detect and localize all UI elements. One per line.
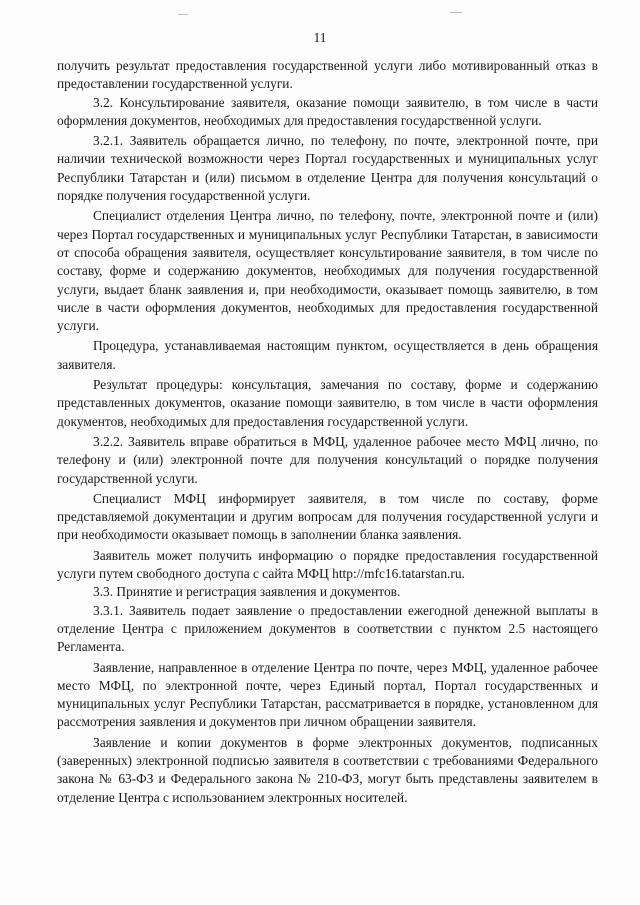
document-body xyxy=(57,57,598,807)
paragraph: 3.3. Принятие и регистрация заявления и документов. xyxy=(93,584,401,600)
paragraph: Заявитель может получить информацию о порядке предоставления государственной услуги путем свободного доступа с сайта МФЦ http://mfc16.tatarstan.ru. xyxy=(57,547,598,582)
paragraph: Специалист МФЦ информирует заявителя, в том числе по составу, форме представляемой документации и другим вопросам для получения государственной услуги и при необходимости оказывает помощь в заполнении бланка заявления. xyxy=(57,490,598,543)
paragraph: получить результат предоставления государственной услуги либо мотивированный отказ в предоставлении государственной услуги. xyxy=(57,58,598,92)
scan-artifact xyxy=(178,14,188,15)
paragraph: 3.2.2. Заявитель вправе обратиться в МФЦ, удаленное рабочее место МФЦ лично, по телефону и (или) электронной почте для получения консультаций о порядке получения государственной услуги. xyxy=(57,433,598,486)
paragraph: 3.2. Консультирование заявителя, оказание помощи заявителю, в том числе в части оформления документов, необходимых для предоставления государственной услуги. xyxy=(57,94,598,128)
paragraph: Заявление и копии документов в форме электронных документов, подписанных (заверенных) электронной подписью заявителя в соответствии с требованиями Федерального закона № 63-ФЗ и Федерального закона № 210-ФЗ, могут быть представлены заявителем в отделение Центра с использованием электронных носителей. xyxy=(57,734,598,805)
paragraph: Заявление, направленное в отделение Центра по почте, через МФЦ, удаленное рабочее место МФЦ, по электронной почте, через Единый портал, Портал государственных и муниципальных услуг Республики Татарстан, рассматривается в порядке, установленном для рассмотрения заявления и документов при личном обращении заявителя. xyxy=(57,659,598,730)
paragraph: Процедура, устанавливаемая настоящим пунктом, осуществляется в день обращения заявителя. xyxy=(57,338,598,372)
paragraph: Специалист отделения Центра лично, по телефону, почте, электронной почте и (или) через Портал государственных и муниципальных услуг Республики Татарстан, в зависимости от способа обращения заявителя, осуществляет консультирование заявителя, в том числе по составу, форме и содержанию документов, необходимых для получения государственной услуги, выдает бланк заявления и, при необходимости, оказывает помощь заявителю, в том числе в части оформления документов, необходимых для предоставления государственной услуги. xyxy=(57,208,598,334)
paragraph: 3.3.1. Заявитель подает заявление о предоставлении ежегодной денежной выплаты в отделение Центра с приложением документов в соответствии с пунктом 2.5 настоящего Регламента. xyxy=(57,602,598,655)
paragraph: 3.2.1. Заявитель обращается лично, по телефону, по почте, электронной почте, при наличии технической возможности через Портал государственных и муниципальных услуг Республики Татарстан и (или) письмом в отделение Центра для получения консультаций о порядке получения государственной услуги. xyxy=(57,133,598,204)
paragraph: Результат процедуры: консультация, замечания по составу, форме и содержанию представленных документов, оказание помощи заявителю, в том числе в части оформления документов, необходимых для предоставления государственной услуги. xyxy=(57,377,598,429)
scan-artifact xyxy=(450,12,462,13)
page-number: 11 xyxy=(313,30,327,45)
